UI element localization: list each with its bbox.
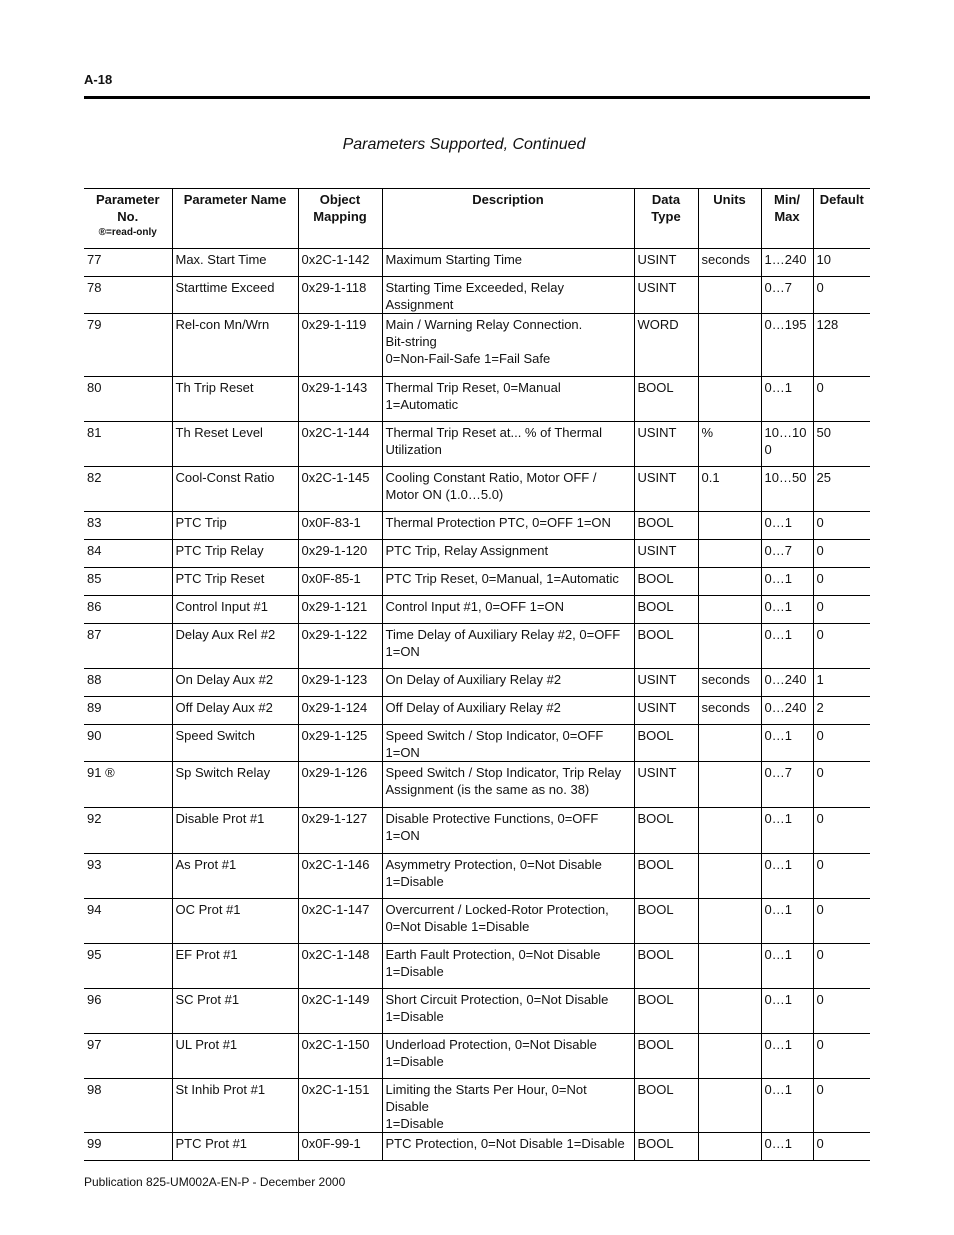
col-header-description: Description <box>382 189 634 249</box>
default-cell: 0 <box>813 624 870 669</box>
object-mapping-cell: 0x29-1-143 <box>298 377 382 422</box>
object-mapping-cell: 0x2C-1-149 <box>298 989 382 1034</box>
data-type-cell: BOOL <box>634 1079 698 1133</box>
default-cell: 0 <box>813 277 870 314</box>
param-no-cell: 89 <box>84 697 172 725</box>
default-cell: 0 <box>813 762 870 808</box>
minmax-cell: 0…1 <box>761 596 813 624</box>
table-row <box>84 540 870 568</box>
units-cell <box>698 568 761 596</box>
default-cell: 0 <box>813 725 870 762</box>
table-row <box>84 1034 870 1079</box>
data-type-cell: USINT <box>634 762 698 808</box>
minmax-cell: 1…240 <box>761 249 813 277</box>
description-cell: Speed Switch / Stop Indicator, 0=OFF 1=ON <box>382 725 634 762</box>
minmax-cell: 0…1 <box>761 899 813 944</box>
data-type-cell: BOOL <box>634 596 698 624</box>
description-cell: PTC Protection, 0=Not Disable 1=Disable <box>382 1133 634 1161</box>
units-cell <box>698 314 761 377</box>
description-cell: Thermal Protection PTC, 0=OFF 1=ON <box>382 512 634 540</box>
table-row <box>84 725 870 762</box>
param-no-cell: 78 <box>84 277 172 314</box>
minmax-cell: 0…1 <box>761 808 813 854</box>
data-type-cell: USINT <box>634 540 698 568</box>
publication-footer: Publication 825-UM002A-EN-P - December 2000 <box>84 1175 346 1189</box>
description-cell: Thermal Trip Reset, 0=Manual 1=Automatic <box>382 377 634 422</box>
data-type-cell: BOOL <box>634 624 698 669</box>
minmax-cell: 0…1 <box>761 1034 813 1079</box>
table-row <box>84 277 870 314</box>
description-cell: Short Circuit Protection, 0=Not Disable 1=Disable <box>382 989 634 1034</box>
table-row <box>84 697 870 725</box>
param-name-cell: Starttime Exceed <box>172 277 298 314</box>
description-cell: Time Delay of Auxiliary Relay #2, 0=OFF 1=ON <box>382 624 634 669</box>
default-cell: 0 <box>813 899 870 944</box>
param-no-cell: 96 <box>84 989 172 1034</box>
param-no-cell: 85 <box>84 568 172 596</box>
data-type-cell: USINT <box>634 697 698 725</box>
table-row <box>84 1079 870 1133</box>
description-cell: Starting Time Exceeded, Relay Assignment <box>382 277 634 314</box>
default-cell: 0 <box>813 944 870 989</box>
param-no-cell: 87 <box>84 624 172 669</box>
param-no-cell: 97 <box>84 1034 172 1079</box>
table-row <box>84 989 870 1034</box>
units-cell: 0.1 <box>698 467 761 512</box>
object-mapping-cell: 0x29-1-122 <box>298 624 382 669</box>
object-mapping-cell: 0x29-1-118 <box>298 277 382 314</box>
units-cell <box>698 596 761 624</box>
read-only-note: ®=read-only <box>98 227 157 238</box>
default-cell: 10 <box>813 249 870 277</box>
table-row <box>84 944 870 989</box>
param-name-cell: PTC Prot #1 <box>172 1133 298 1161</box>
default-cell: 0 <box>813 540 870 568</box>
default-cell: 1 <box>813 669 870 697</box>
description-cell: Cooling Constant Ratio, Motor OFF / Motor ON (1.0…5.0) <box>382 467 634 512</box>
minmax-cell: 0…240 <box>761 669 813 697</box>
param-name-cell: Th Reset Level <box>172 422 298 467</box>
param-name-cell: Rel-con Mn/Wrn <box>172 314 298 377</box>
param-no-cell: 98 <box>84 1079 172 1133</box>
units-cell <box>698 1034 761 1079</box>
object-mapping-cell: 0x2C-1-142 <box>298 249 382 277</box>
param-no-cell: 77 <box>84 249 172 277</box>
object-mapping-cell: 0x2C-1-147 <box>298 899 382 944</box>
default-cell: 0 <box>813 1133 870 1161</box>
data-type-cell: BOOL <box>634 568 698 596</box>
units-cell <box>698 989 761 1034</box>
units-cell: seconds <box>698 249 761 277</box>
default-cell: 0 <box>813 989 870 1034</box>
table-row <box>84 467 870 512</box>
param-name-cell: Speed Switch <box>172 725 298 762</box>
minmax-cell: 10…50 <box>761 467 813 512</box>
minmax-cell: 0…1 <box>761 944 813 989</box>
data-type-cell: BOOL <box>634 944 698 989</box>
param-name-cell: EF Prot #1 <box>172 944 298 989</box>
default-cell: 128 <box>813 314 870 377</box>
header-rule <box>84 96 870 99</box>
object-mapping-cell: 0x0F-83-1 <box>298 512 382 540</box>
default-cell: 2 <box>813 697 870 725</box>
data-type-cell: USINT <box>634 422 698 467</box>
param-no-cell: 86 <box>84 596 172 624</box>
table-row <box>84 568 870 596</box>
description-cell: Overcurrent / Locked-Rotor Protection, 0=Not Disable 1=Disable <box>382 899 634 944</box>
description-cell: Limiting the Starts Per Hour, 0=Not Disable 1=Disable <box>382 1079 634 1133</box>
param-name-cell: Off Delay Aux #2 <box>172 697 298 725</box>
object-mapping-cell: 0x29-1-124 <box>298 697 382 725</box>
param-name-cell: SC Prot #1 <box>172 989 298 1034</box>
data-type-cell: BOOL <box>634 808 698 854</box>
description-cell: Thermal Trip Reset at... % of Thermal Utilization <box>382 422 634 467</box>
units-cell <box>698 899 761 944</box>
minmax-cell: 0…1 <box>761 725 813 762</box>
description-cell: Maximum Starting Time <box>382 249 634 277</box>
table-row <box>84 854 870 899</box>
table-row <box>84 1133 870 1161</box>
minmax-cell: 0…1 <box>761 568 813 596</box>
param-name-cell: On Delay Aux #2 <box>172 669 298 697</box>
minmax-cell: 0…1 <box>761 989 813 1034</box>
object-mapping-cell: 0x2C-1-145 <box>298 467 382 512</box>
default-cell: 50 <box>813 422 870 467</box>
minmax-cell: 0…7 <box>761 277 813 314</box>
table-row <box>84 512 870 540</box>
minmax-cell: 10…100 <box>761 422 813 467</box>
default-cell: 25 <box>813 467 870 512</box>
param-no-cell: 80 <box>84 377 172 422</box>
param-name-cell: PTC Trip Relay <box>172 540 298 568</box>
param-no-cell: 90 <box>84 725 172 762</box>
units-cell: seconds <box>698 669 761 697</box>
minmax-cell: 0…1 <box>761 854 813 899</box>
table-row <box>84 314 870 377</box>
col-header-mapping: Object Mapping <box>298 189 382 249</box>
description-cell: Speed Switch / Stop Indicator, Trip Relay Assignment (is the same as no. 38) <box>382 762 634 808</box>
param-no-cell: 94 <box>84 899 172 944</box>
description-cell: On Delay of Auxiliary Relay #2 <box>382 669 634 697</box>
object-mapping-cell: 0x2C-1-148 <box>298 944 382 989</box>
minmax-cell: 0…1 <box>761 1133 813 1161</box>
param-name-cell: Max. Start Time <box>172 249 298 277</box>
table-row <box>84 624 870 669</box>
description-cell: Control Input #1, 0=OFF 1=ON <box>382 596 634 624</box>
data-type-cell: USINT <box>634 467 698 512</box>
table-row <box>84 899 870 944</box>
data-type-cell: USINT <box>634 277 698 314</box>
param-name-cell: St Inhib Prot #1 <box>172 1079 298 1133</box>
object-mapping-cell: 0x29-1-126 <box>298 762 382 808</box>
param-no-cell: 99 <box>84 1133 172 1161</box>
param-no-cell: 93 <box>84 854 172 899</box>
col-header-param-no <box>84 189 172 249</box>
table-row <box>84 596 870 624</box>
param-no-cell: 84 <box>84 540 172 568</box>
data-type-cell: BOOL <box>634 1133 698 1161</box>
table-row <box>84 377 870 422</box>
default-cell: 0 <box>813 1079 870 1133</box>
param-name-cell: Control Input #1 <box>172 596 298 624</box>
units-cell <box>698 1133 761 1161</box>
param-name-cell: As Prot #1 <box>172 854 298 899</box>
object-mapping-cell: 0x2C-1-151 <box>298 1079 382 1133</box>
default-cell: 0 <box>813 512 870 540</box>
data-type-cell: WORD <box>634 314 698 377</box>
data-type-cell: BOOL <box>634 989 698 1034</box>
data-type-cell: BOOL <box>634 377 698 422</box>
data-type-cell: BOOL <box>634 1034 698 1079</box>
units-cell <box>698 540 761 568</box>
units-cell: % <box>698 422 761 467</box>
object-mapping-cell: 0x29-1-120 <box>298 540 382 568</box>
description-cell: Off Delay of Auxiliary Relay #2 <box>382 697 634 725</box>
data-type-cell: BOOL <box>634 512 698 540</box>
table-row <box>84 249 870 277</box>
object-mapping-cell: 0x29-1-121 <box>298 596 382 624</box>
col-header-units: Units <box>698 189 761 249</box>
header-row <box>84 189 870 249</box>
table-row <box>84 669 870 697</box>
object-mapping-cell: 0x2C-1-150 <box>298 1034 382 1079</box>
param-no-cell: 81 <box>84 422 172 467</box>
param-no-cell: 83 <box>84 512 172 540</box>
param-no-cell: 88 <box>84 669 172 697</box>
col-header-param-no-label: Parameter No. <box>95 192 160 224</box>
param-no-cell: 79 <box>84 314 172 377</box>
units-cell <box>698 854 761 899</box>
param-name-cell: Delay Aux Rel #2 <box>172 624 298 669</box>
minmax-cell: 0…1 <box>761 624 813 669</box>
col-header-data-type: Data Type <box>634 189 698 249</box>
table-title: Parameters Supported, Continued <box>342 136 586 153</box>
units-cell <box>698 762 761 808</box>
param-name-cell: Disable Prot #1 <box>172 808 298 854</box>
data-type-cell: USINT <box>634 669 698 697</box>
description-cell: Main / Warning Relay Connection. Bit-string 0=Non-Fail-Safe 1=Fail Safe <box>382 314 634 377</box>
minmax-cell: 0…7 <box>761 762 813 808</box>
minmax-cell: 0…7 <box>761 540 813 568</box>
description-cell: Earth Fault Protection, 0=Not Disable 1=Disable <box>382 944 634 989</box>
object-mapping-cell: 0x29-1-119 <box>298 314 382 377</box>
parameters-table <box>84 188 870 1161</box>
minmax-cell: 0…240 <box>761 697 813 725</box>
data-type-cell: BOOL <box>634 854 698 899</box>
units-cell: seconds <box>698 697 761 725</box>
description-cell: Asymmetry Protection, 0=Not Disable 1=Disable <box>382 854 634 899</box>
units-cell <box>698 624 761 669</box>
param-no-cell: 92 <box>84 808 172 854</box>
units-cell <box>698 512 761 540</box>
param-name-cell: OC Prot #1 <box>172 899 298 944</box>
col-header-minmax: Min/ Max <box>761 189 813 249</box>
units-cell <box>698 377 761 422</box>
minmax-cell: 0…1 <box>761 512 813 540</box>
page-number: A-18 <box>84 72 113 87</box>
default-cell: 0 <box>813 377 870 422</box>
units-cell <box>698 277 761 314</box>
units-cell <box>698 944 761 989</box>
units-cell <box>698 808 761 854</box>
default-cell: 0 <box>813 596 870 624</box>
units-cell <box>698 1079 761 1133</box>
object-mapping-cell: 0x0F-85-1 <box>298 568 382 596</box>
data-type-cell: BOOL <box>634 899 698 944</box>
default-cell: 0 <box>813 568 870 596</box>
description-cell: PTC Trip Reset, 0=Manual, 1=Automatic <box>382 568 634 596</box>
data-type-cell: USINT <box>634 249 698 277</box>
param-no-cell: 91 ® <box>84 762 172 808</box>
param-name-cell: Sp Switch Relay <box>172 762 298 808</box>
table-row <box>84 422 870 467</box>
object-mapping-cell: 0x2C-1-146 <box>298 854 382 899</box>
default-cell: 0 <box>813 1034 870 1079</box>
table-row <box>84 762 870 808</box>
object-mapping-cell: 0x2C-1-144 <box>298 422 382 467</box>
table-row <box>84 808 870 854</box>
param-name-cell: UL Prot #1 <box>172 1034 298 1079</box>
object-mapping-cell: 0x29-1-127 <box>298 808 382 854</box>
default-cell: 0 <box>813 854 870 899</box>
table-body <box>84 249 870 1161</box>
object-mapping-cell: 0x29-1-123 <box>298 669 382 697</box>
col-header-name: Parameter Name <box>172 189 298 249</box>
object-mapping-cell: 0x0F-99-1 <box>298 1133 382 1161</box>
param-name-cell: PTC Trip Reset <box>172 568 298 596</box>
param-no-cell: 82 <box>84 467 172 512</box>
description-cell: Underload Protection, 0=Not Disable 1=Disable <box>382 1034 634 1079</box>
minmax-cell: 0…1 <box>761 1079 813 1133</box>
object-mapping-cell: 0x29-1-125 <box>298 725 382 762</box>
minmax-cell: 0…195 <box>761 314 813 377</box>
description-cell: PTC Trip, Relay Assignment <box>382 540 634 568</box>
data-type-cell: BOOL <box>634 725 698 762</box>
units-cell <box>698 725 761 762</box>
default-cell: 0 <box>813 808 870 854</box>
param-name-cell: PTC Trip <box>172 512 298 540</box>
description-cell: Disable Protective Functions, 0=OFF 1=ON <box>382 808 634 854</box>
col-header-default: Default <box>813 189 870 249</box>
param-no-cell: 95 <box>84 944 172 989</box>
param-name-cell: Th Trip Reset <box>172 377 298 422</box>
param-name-cell: Cool-Const Ratio <box>172 467 298 512</box>
minmax-cell: 0…1 <box>761 377 813 422</box>
